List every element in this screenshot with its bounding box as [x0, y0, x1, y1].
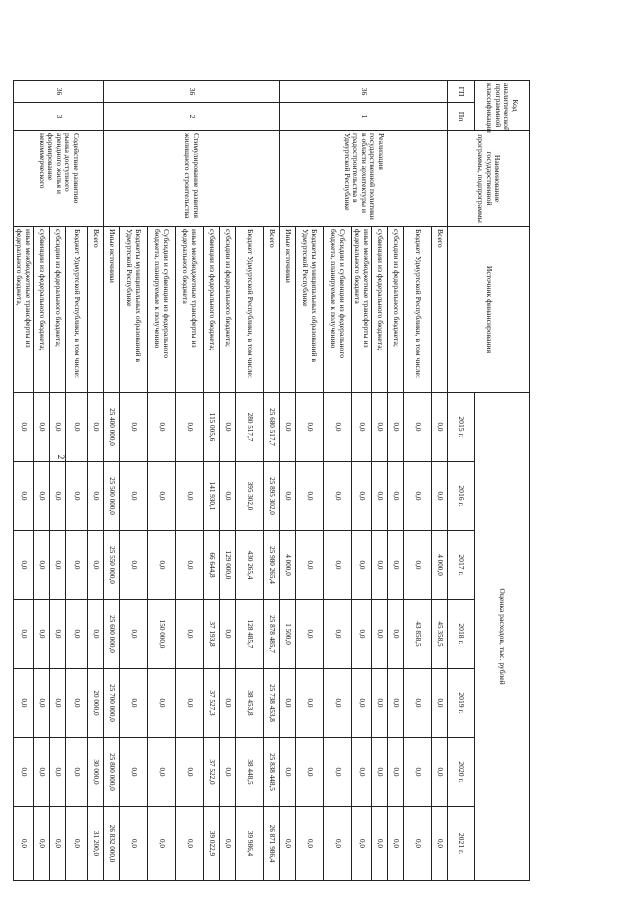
amount-cell: 66 644,8: [204, 531, 220, 600]
amount-cell: 0,0: [34, 462, 50, 531]
amount-cell: 280 517,7: [236, 393, 264, 462]
funding-source-cell: Бюджеты муниципальных образований в Удмуртской Республике: [296, 227, 324, 393]
amount-cell: 25 700 000,0: [104, 669, 120, 738]
amount-cell: 0,0: [176, 531, 204, 600]
amount-cell: 0,0: [220, 807, 236, 881]
amount-cell: 0,0: [120, 738, 148, 807]
amount-cell: 0,0: [352, 531, 372, 600]
amount-cell: 26 871 986,4: [264, 807, 280, 881]
amount-cell: 0,0: [34, 600, 50, 669]
funding-source-cell: субвенции из федерального бюджета;: [372, 227, 388, 393]
amount-cell: 0,0: [280, 738, 296, 807]
header-year-2017: 2017 г.: [448, 531, 475, 600]
amount-cell: 0,0: [432, 738, 448, 807]
amount-cell: 0,0: [220, 738, 236, 807]
amount-cell: 0,0: [296, 738, 324, 807]
amount-cell: 0,0: [66, 531, 88, 600]
header-pp: Пп: [448, 103, 475, 131]
pp-code-cell: 1: [280, 103, 448, 131]
amount-cell: 115 005,6: [204, 393, 220, 462]
amount-cell: 0,0: [372, 738, 388, 807]
amount-cell: 0,0: [352, 600, 372, 669]
amount-cell: 129 000,0: [220, 531, 236, 600]
amount-cell: 0,0: [50, 531, 66, 600]
amount-cell: 430 265,4: [236, 531, 264, 600]
amount-cell: 0,0: [296, 600, 324, 669]
amount-cell: 0,0: [148, 807, 176, 881]
program-name-cell: Стимулирование развития жилищного строительства: [104, 131, 280, 227]
amount-cell: 0,0: [88, 600, 104, 669]
funding-source-cell: субсидии из федерального бюджета;: [50, 227, 66, 393]
funding-source-cell: иные межбюджетные трансферты из федерального бюджета,: [14, 227, 34, 393]
amount-cell: 0,0: [220, 669, 236, 738]
amount-cell: 0,0: [372, 462, 388, 531]
funding-source-cell: Бюджет Удмуртской Республики, в том числе:: [404, 227, 432, 393]
header-year-2015: 2015 г.: [448, 393, 475, 462]
amount-cell: 30 000,0: [88, 738, 104, 807]
amount-cell: 4 000,0: [432, 531, 448, 600]
amount-cell: 0,0: [34, 531, 50, 600]
amount-cell: 0,0: [296, 462, 324, 531]
amount-cell: 0,0: [388, 669, 404, 738]
amount-cell: 39 022,9: [204, 807, 220, 881]
funding-source-cell: Бюджет Удмуртской Республики, в том числе:: [66, 227, 88, 393]
amount-cell: 395 302,0: [236, 462, 264, 531]
amount-cell: 31 200,0: [88, 807, 104, 881]
amount-cell: 0,0: [324, 669, 352, 738]
amount-cell: 0,0: [372, 669, 388, 738]
amount-cell: 0,0: [120, 807, 148, 881]
amount-cell: 0,0: [120, 462, 148, 531]
amount-cell: 0,0: [148, 531, 176, 600]
amount-cell: 45 358,5: [432, 600, 448, 669]
amount-cell: 39 986,4: [236, 807, 264, 881]
amount-cell: 0,0: [432, 393, 448, 462]
funding-source-cell: Иные источники: [280, 227, 296, 393]
amount-cell: 0,0: [14, 600, 34, 669]
amount-cell: 0,0: [50, 600, 66, 669]
amount-cell: 0,0: [50, 807, 66, 881]
amount-cell: 0,0: [66, 738, 88, 807]
amount-cell: 0,0: [404, 462, 432, 531]
funding-source-cell: Всего: [432, 227, 448, 393]
amount-cell: 0,0: [148, 669, 176, 738]
amount-cell: 25 980 265,4: [264, 531, 280, 600]
amount-cell: 0,0: [50, 669, 66, 738]
financing-table-container: [15, 80, 530, 880]
amount-cell: 0,0: [220, 393, 236, 462]
amount-cell: 0,0: [296, 807, 324, 881]
amount-cell: 0,0: [280, 669, 296, 738]
amount-cell: 0,0: [324, 738, 352, 807]
amount-cell: 0,0: [388, 393, 404, 462]
amount-cell: 0,0: [50, 738, 66, 807]
amount-cell: 0,0: [324, 393, 352, 462]
amount-cell: 25 600 000,0: [104, 600, 120, 669]
header-name: Наименование государственной программы, подпрограммы: [448, 131, 530, 227]
amount-cell: 0,0: [372, 600, 388, 669]
amount-cell: 25 738 453,8: [264, 669, 280, 738]
amount-cell: 0,0: [14, 462, 34, 531]
amount-cell: 0,0: [34, 393, 50, 462]
amount-cell: 25 500 000,0: [104, 462, 120, 531]
funding-source-cell: Субсидии и субвенции из федерального бюджета, планируемые к получению: [324, 227, 352, 393]
amount-cell: 0,0: [388, 462, 404, 531]
amount-cell: 0,0: [120, 393, 148, 462]
amount-cell: 0,0: [66, 393, 88, 462]
amount-cell: 0,0: [432, 462, 448, 531]
amount-cell: 141 930,1: [204, 462, 220, 531]
amount-cell: 0,0: [14, 393, 34, 462]
amount-cell: 0,0: [176, 669, 204, 738]
funding-source-cell: Субсидии и субвенции из федерального бюджета, планируемые к получению: [148, 227, 176, 393]
amount-cell: 0,0: [432, 807, 448, 881]
funding-source-cell: субвенции из федерального бюджета;: [34, 227, 50, 393]
gp-code-cell: 36: [104, 81, 280, 103]
page-number: 2: [56, 454, 66, 460]
amount-cell: 0,0: [88, 462, 104, 531]
table-row: [432, 81, 448, 881]
amount-cell: 0,0: [176, 462, 204, 531]
amount-cell: 0,0: [14, 531, 34, 600]
amount-cell: 0,0: [176, 807, 204, 881]
amount-cell: 0,0: [120, 669, 148, 738]
amount-cell: 38 448,5: [236, 738, 264, 807]
funding-source-cell: Всего: [264, 227, 280, 393]
amount-cell: 25 878 485,7: [264, 600, 280, 669]
amount-cell: 38 453,8: [236, 669, 264, 738]
funding-source-cell: Всего: [88, 227, 104, 393]
amount-cell: 0,0: [148, 393, 176, 462]
amount-cell: 0,0: [352, 807, 372, 881]
amount-cell: 0,0: [352, 669, 372, 738]
gp-code-cell: 36: [280, 81, 448, 103]
header-code-group: Код аналитической программной классификации: [475, 81, 530, 131]
amount-cell: 0,0: [280, 807, 296, 881]
amount-cell: 0,0: [220, 600, 236, 669]
funding-source-cell: Бюджеты муниципальных образований в Удмуртской Республике: [120, 227, 148, 393]
financing-table: [13, 80, 530, 881]
amount-cell: 43 858,5: [404, 600, 432, 669]
header-cost: Оценка расходов, тыс. рублей: [475, 393, 530, 881]
amount-cell: 0,0: [280, 462, 296, 531]
amount-cell: 25 550 000,0: [104, 531, 120, 600]
header-year-2016: 2016 г.: [448, 462, 475, 531]
amount-cell: 0,0: [404, 669, 432, 738]
amount-cell: 25 895 302,0: [264, 462, 280, 531]
amount-cell: 0,0: [432, 669, 448, 738]
amount-cell: 0,0: [34, 807, 50, 881]
amount-cell: 37 522,0: [204, 738, 220, 807]
amount-cell: 0,0: [120, 531, 148, 600]
funding-source-cell: иные межбюджетные трансферты из федерального бюджета: [352, 227, 372, 393]
amount-cell: 0,0: [352, 462, 372, 531]
amount-cell: 0,0: [34, 738, 50, 807]
amount-cell: 37 193,8: [204, 600, 220, 669]
amount-cell: 0,0: [88, 393, 104, 462]
rotated-page-area: [15, 80, 530, 880]
amount-cell: 0,0: [66, 807, 88, 881]
header-source: Источник финансирования: [448, 227, 530, 393]
amount-cell: 0,0: [372, 393, 388, 462]
amount-cell: 0,0: [352, 393, 372, 462]
funding-source-cell: Иные источники: [104, 227, 120, 393]
amount-cell: 0,0: [404, 531, 432, 600]
amount-cell: 0,0: [280, 393, 296, 462]
amount-cell: 0,0: [50, 393, 66, 462]
amount-cell: 26 832 000,0: [104, 807, 120, 881]
funding-source-cell: субсидии из федерального бюджета;: [388, 227, 404, 393]
header-year-2019: 2019 г.: [448, 669, 475, 738]
amount-cell: 0,0: [176, 738, 204, 807]
amount-cell: 0,0: [66, 669, 88, 738]
header-year-2018: 2018 г.: [448, 600, 475, 669]
amount-cell: 0,0: [66, 462, 88, 531]
amount-cell: 0,0: [404, 807, 432, 881]
amount-cell: 20 000,0: [88, 669, 104, 738]
header-year-2021: 2021 г.: [448, 807, 475, 881]
amount-cell: 128 485,7: [236, 600, 264, 669]
amount-cell: 0,0: [324, 807, 352, 881]
amount-cell: 0,0: [324, 600, 352, 669]
pp-code-cell: 3: [14, 103, 104, 131]
amount-cell: 0,0: [372, 531, 388, 600]
amount-cell: 25 400 000,0: [104, 393, 120, 462]
amount-cell: 150 000,0: [148, 600, 176, 669]
funding-source-cell: субвенции из федерального бюджета;: [204, 227, 220, 393]
amount-cell: 0,0: [50, 462, 66, 531]
program-name-cell: Реализация государственной политики в области архитектуры и градостроительства в Удмуртской Республике: [280, 131, 448, 227]
amount-cell: 25 838 448,5: [264, 738, 280, 807]
amount-cell: 0,0: [176, 600, 204, 669]
amount-cell: 0,0: [14, 669, 34, 738]
amount-cell: 0,0: [66, 600, 88, 669]
amount-cell: 0,0: [388, 738, 404, 807]
amount-cell: 25 680 517,7: [264, 393, 280, 462]
amount-cell: 0,0: [148, 462, 176, 531]
amount-cell: 0,0: [404, 393, 432, 462]
amount-cell: 0,0: [120, 600, 148, 669]
amount-cell: 0,0: [220, 462, 236, 531]
table-body: [14, 81, 448, 881]
amount-cell: 0,0: [352, 738, 372, 807]
table-row: [264, 81, 280, 881]
header-year-2020: 2020 г.: [448, 738, 475, 807]
amount-cell: 25 800 000,0: [104, 738, 120, 807]
amount-cell: 0,0: [372, 807, 388, 881]
amount-cell: 0,0: [388, 531, 404, 600]
header-gp: ГП: [448, 81, 475, 103]
amount-cell: 0,0: [14, 807, 34, 881]
amount-cell: 37 527,3: [204, 669, 220, 738]
amount-cell: 0,0: [404, 738, 432, 807]
amount-cell: 4 000,0: [280, 531, 296, 600]
pp-code-cell: 2: [104, 103, 280, 131]
amount-cell: 0,0: [388, 807, 404, 881]
amount-cell: 0,0: [34, 669, 50, 738]
amount-cell: 0,0: [388, 600, 404, 669]
table-row: [88, 81, 104, 881]
funding-source-cell: субсидии из федерального бюджета;: [220, 227, 236, 393]
program-name-cell: Содействие развитию рынка доступного арендного жилья и формирование некоммерческого: [14, 131, 104, 227]
amount-cell: 0,0: [14, 738, 34, 807]
amount-cell: 0,0: [324, 531, 352, 600]
amount-cell: 0,0: [324, 462, 352, 531]
amount-cell: 0,0: [176, 393, 204, 462]
amount-cell: 1 500,0: [280, 600, 296, 669]
amount-cell: 0,0: [88, 531, 104, 600]
amount-cell: 0,0: [296, 669, 324, 738]
funding-source-cell: иные межбюджетные трансферты из федерального бюджета: [176, 227, 204, 393]
amount-cell: 0,0: [296, 393, 324, 462]
gp-code-cell: 36: [14, 81, 104, 103]
amount-cell: 0,0: [148, 738, 176, 807]
amount-cell: 0,0: [296, 531, 324, 600]
funding-source-cell: Бюджет Удмуртской Республики, в том числе:: [236, 227, 264, 393]
